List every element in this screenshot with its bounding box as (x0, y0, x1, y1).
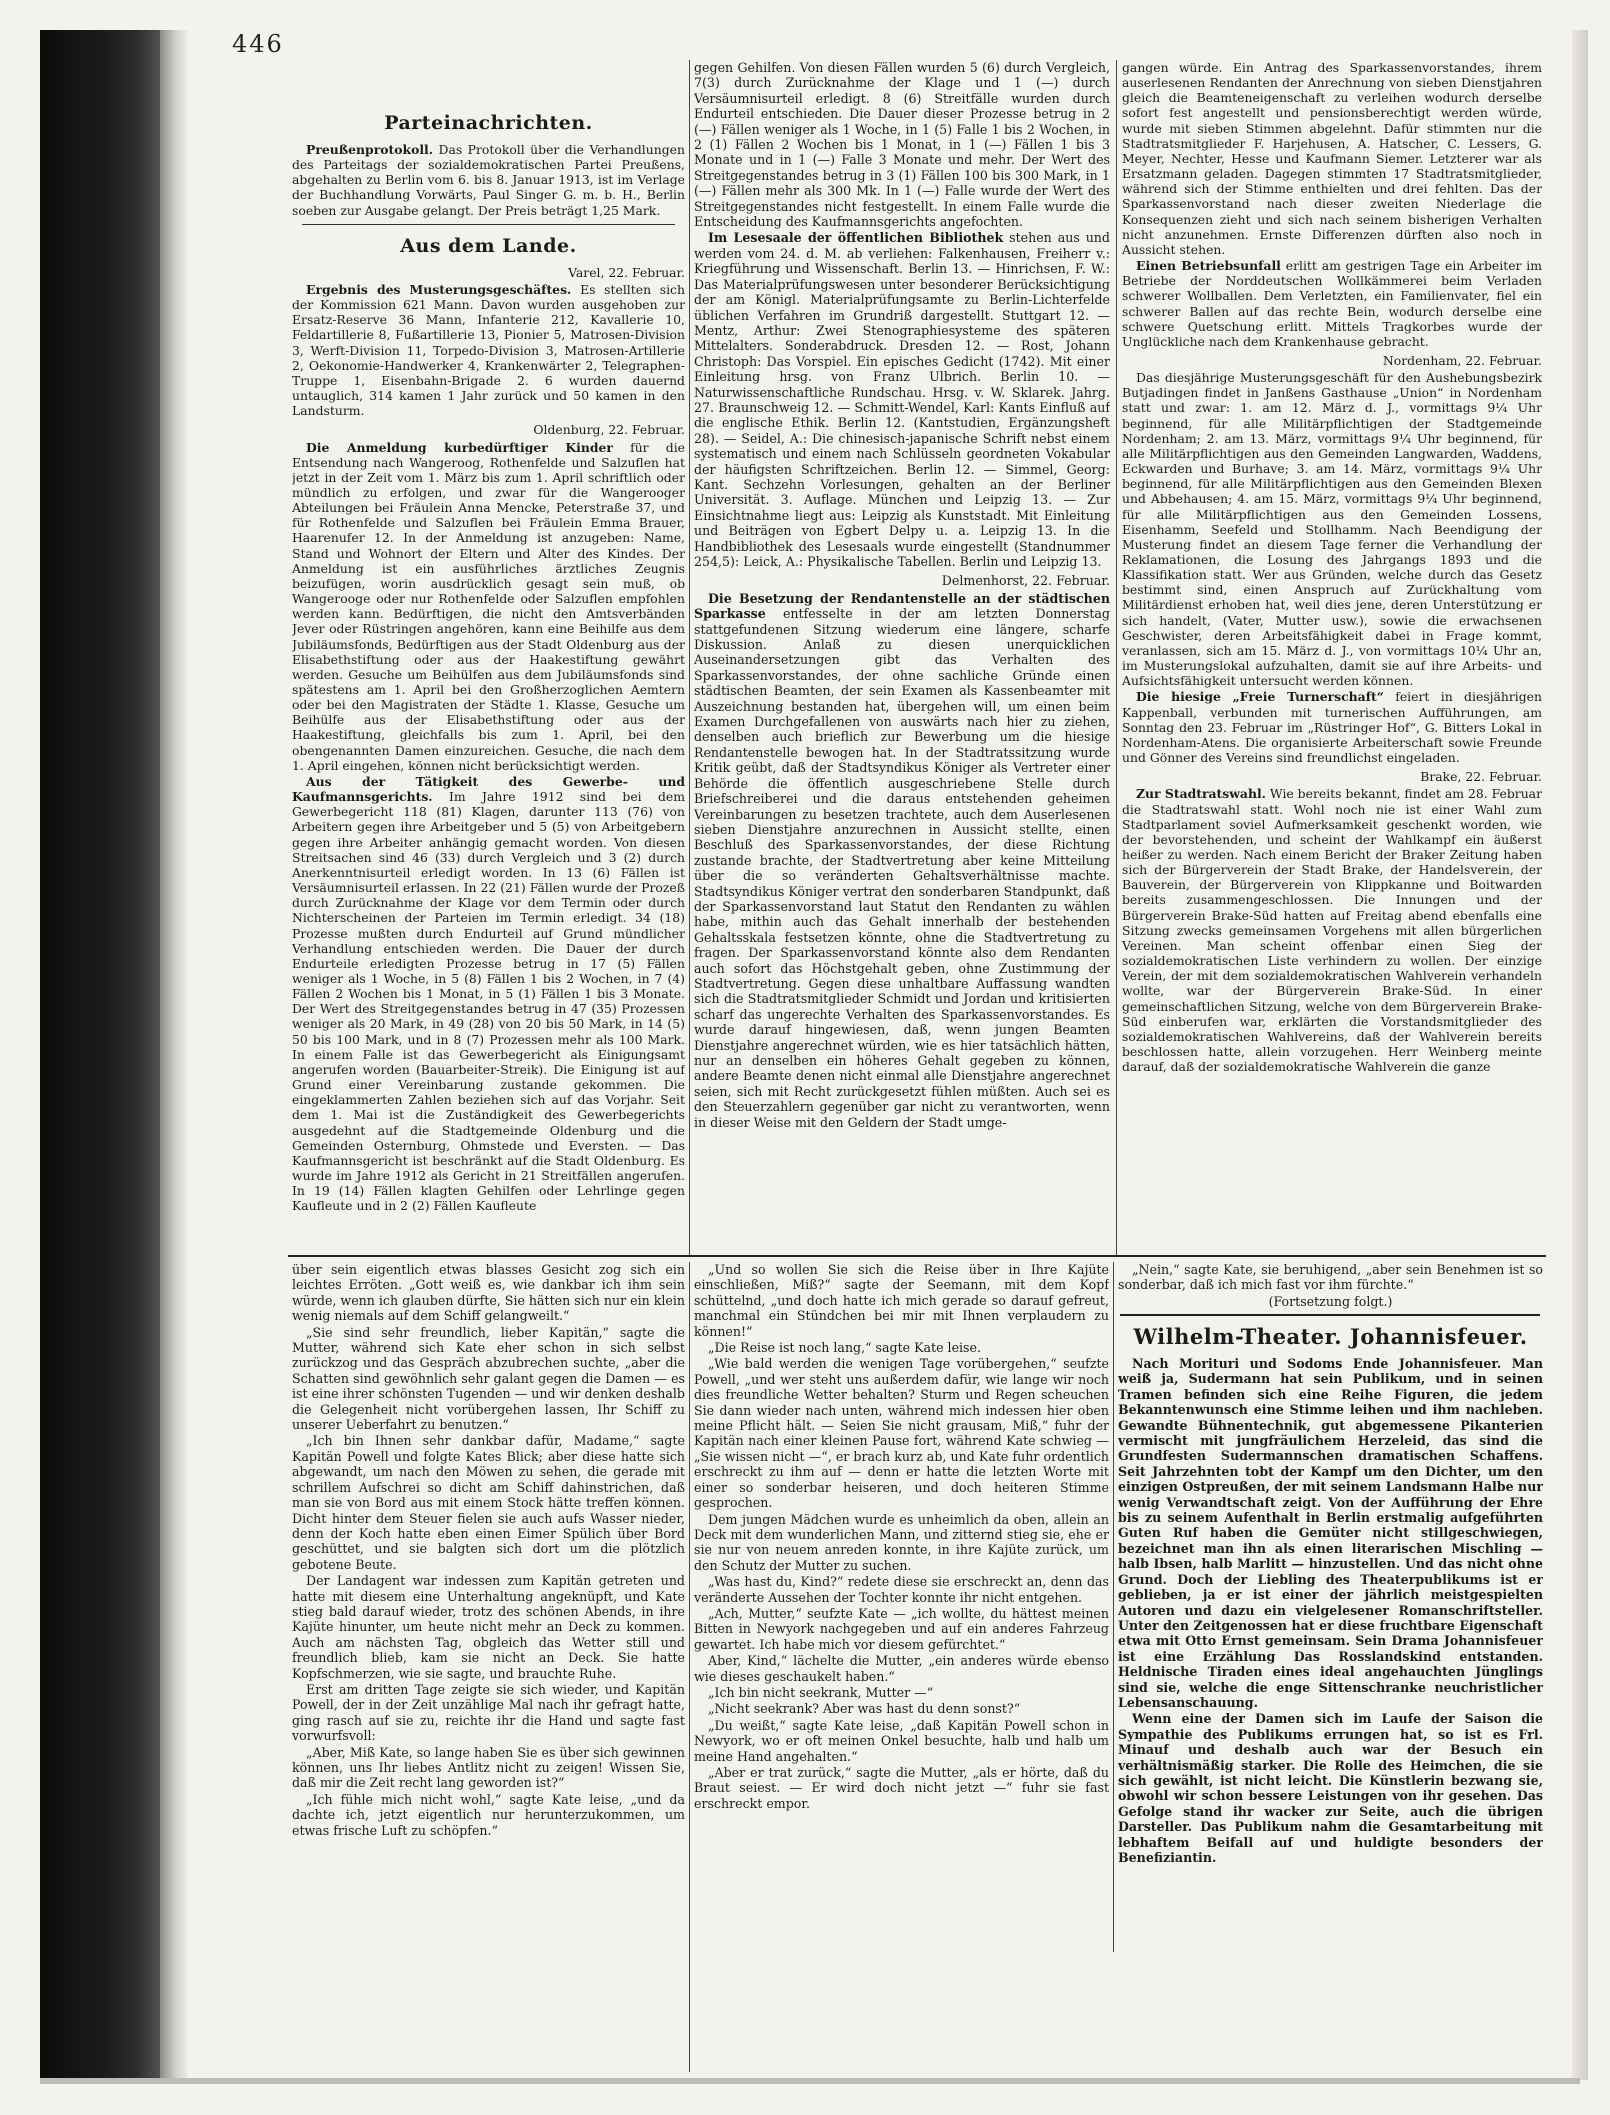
column-2 (694, 60, 1110, 1255)
column-rule (1116, 60, 1117, 1255)
column-rule (1113, 1262, 1114, 1952)
article-text: Das Protokoll über die Verhandlungen des Parteitags der sozialdemokratischen Partei Preußens, abgehalten zu Berlin vom 6. bis 8. Januar 1913, ist im Verlage der Buchhandlung Vorwärts, Paul Singer G. m. b. H., Berlin soeben zur Ausgabe gelangt. Der Preis beträgt 1,25 Mark. (292, 142, 685, 218)
story-paragraph: „Und so wollen Sie sich die Reise über in Ihre Kajüte einschließen, Miß?“ sagte der Seemann, mit dem Kopf schüttelnd, „und doch hatte ich mich gerade so darauf gefreut, manchmal ein Stündchen bei mir mit Ihnen verplaudern zu können!“ (694, 1262, 1109, 1339)
article-prussia-protocol (292, 142, 685, 218)
article-text: Wie bereits bekannt, findet am 28. Februar die Stadtratswahl statt. Wohl noch nie ist einer Wahl zum Stadtparlament soviel Aufmerksamkeit geschenkt worden, wie der bevorstehenden, und scheint der Wahlkampf ein äußerst heißer zu werden. Nach einem Bericht der Braker Zeitung haben sich der Bürgerverein der Stadt Brake, der Handelsverein, der Bauverein, der Bürgerverein von Klippkanne und Boitwarden bereits zusammengeschlossen. Die Innungen und der Bürgerverein Brake-Süd hatten auf Freitag abend ebenfalls eine Sitzung zwecks gemeinsamen Vorgehens mit allen bürgerlichen Vereinen. Man scheint offenbar einen Sieg der sozialdemokratischen Liste verhindern zu wollen. Der einzige Verein, der mit dem sozialdemokratischen Wahlverein verhandeln wollte, war der Bürgerverein Brake-Süd. In einer gemeinschaftlichen Sitzung, welche von dem Bürgerverein Brake-Süd einberufen war, erklärten die Vorstandsmitglieder des sozialdemokratischen Wahlvereins, daß der Wahlverein bereits beschlossen hatte, allein vorzugehen. Herr Weinberg meinte darauf, daß der sozialdemokratische Wahlverein die ganze (1122, 786, 1542, 1075)
story-paragraph: „Aber, Miß Kate, so lange haben Sie es über sich gewinnen können, uns Ihr liebes Antlitz nicht zu zeigen! Wissen Sie, daß mir die Zeit recht lang geworden ist?“ (292, 1744, 685, 1791)
section-heading-from-the-land: Aus dem Lande. (400, 234, 577, 257)
scan-page-gutter (160, 30, 188, 2080)
article-subhead: Die Besetzung der Rendantenstelle an der städtischen Sparkasse (694, 590, 1110, 622)
feuilleton-column-3 (1118, 1262, 1543, 1312)
story-paragraph: „Was hast du, Kind?“ redete diese sie erschreckt an, denn das veränderte Aussehen der Tochter konnte ihr nicht entgehen. (694, 1574, 1109, 1605)
article-trade-court-cont: gegen Gehilfen. Von diesen Fällen wurden 5 (6) durch Vergleich, 7(3) durch Zurücknahme der Klage und 1 (—) durch Versäumnisurteil erledigt. 8 (6) Streitfälle wurden durch Endurteil entschieden. Die Dauer dieser Prozesse betrug in 2 (—) Fällen weniger als 1 Woche, in 1 (5) Falle 1 bis 2 Wochen, in 2 (1) Fällen 2 Wochen bis 1 Monat, in 1 (—) Fällen 1 bis 3 Monate und in 1 (—) Falle 3 Monate und mehr. Der Wert des Streitgegenstandes betrug in 3 (1) Fällen 100 bis 300 Mark, in 1 (—) Fällen mehr als 300 Mk. In 1 (—) Falle wurde der Wert des Streitgegenstandes nicht festgestellt. In einem Falle wurde die Entscheidung des Kaufmannsgerichts angefochten. (694, 60, 1110, 230)
story-paragraph: „Du weißt,“ sagte Kate leise, „daß Kapitän Powell schon in Newyork, wo er oft meinen Onkel besuchte, halb und halb um meine Hand angehalten.“ (694, 1717, 1109, 1764)
article-library (694, 230, 1110, 569)
review-paragraph: Wenn eine der Damen sich im Laufe der Saison die Sympathie des Publikums errungen hat, so ist es Frl. Minauf und deshalb auch war der Besuch ein verhältnismäßig starker. Die Rolle des Heimchen, die sie sich gewählt, ist nicht leicht. Die Künstlerin bezwang sie, obwohl wir schon bessere Leistungen von ihr gesehen. Das Gefolge stand ihr wacker zur Seite, auch die übrigen Darsteller. Das Publikum nahm die Gesamtarbeitung mit lebhaftem Beifall auf und huldigte besonders der Benefiziantin. (1118, 1711, 1543, 1865)
article-nordenham-muster: Das diesjährige Musterungsgeschäft für den Aushebungsbezirk Butjadingen findet in Janßens Gasthause „Union“ in Nordenham statt und zwar: 1. am 12. März d. J., vormittags 9¼ Uhr beginnend, für alle Militärpflichtigen der Stadtgemeinde Nordenham; 2. am 13. März, vormittags 9¼ Uhr beginnend, für alle Militärpflichtigen aus den Gemeinden Langwarden, Waddens, Eckwarden und Burhave; 3. am 14. März, vormittags 9¼ Uhr beginnend, für alle Militärpflichtigen aus den Gemeinden Blexen und Abbehausen; 4. am 15. März, vormittags 9¼ Uhr beginnend, für alle Militärpflichtigen aus den Gemeinden Lossens, Eisenhamm, Seefeld und Stollhamm. Nach Beendigung der Musterung findet an diesem Tage ferner die Verhandlung der Reklamationen, die Losung des Jahrgangs 1893 und die Klassifikation statt. Wer aus Gründen, welche durch das Gesetz bestimmt sind, einen Anspruch auf Zurückhaltung vom Militärdienst erhoben hat, weil dies jene, deren Unterstützung er sich handelt, (Vater, Mutter usw.), sowie die erwachsenen Geschwister, deren Arbeitsfähigkeit dabei in Frage kommt, veranlassen, sich am 15. März d. J., von vormittags 10¼ Uhr an, im Musterungslokal aufzuhalten, damit sie auf ihre Arbeits- und Aufsichtsfähigkeit untersucht werden können. (1122, 370, 1542, 689)
column-3 (1122, 60, 1542, 1080)
story-paragraph: „Ich fühle mich nicht wohl,“ sagte Kate leise, „und da dachte ich, jetzt eigentlich nur herunterzukommen, um etwas frische Luft zu schöpfen.“ (292, 1791, 685, 1838)
story-paragraph: „Nicht seekrank? Aber was hast du denn sonst?“ (708, 1701, 1021, 1717)
article-subhead: Zur Stadtratswahl. (1136, 786, 1266, 802)
scan-right-edge (1572, 30, 1588, 2080)
theater-heading: Wilhelm-Theater. Johannisfeuer. (1133, 1324, 1528, 1349)
story-paragraph: „Sie sind sehr freundlich, lieber Kapitän,“ sagte die Mutter, während sich Kate eher schon in sich selbst zurückzog und das Gespräch abzubrechen suchte, „aber die Schatten sind gewöhnlich sehr galant gegen die Damen — es ist eine ihrer schönsten Tugenden — und wir denken deshalb die Gelegenheit nicht vorübergehen lassen, Ihr Schiff zu unserer Ueberfahrt zu benutzen.“ (292, 1324, 685, 1433)
article-muster-results (292, 282, 685, 418)
dateline-nordenham: Nordenham, 22. Februar. (1382, 352, 1542, 368)
dateline-brake: Brake, 22. Februar. (1420, 769, 1542, 785)
story-paragraph: über sein eigentlich etwas blasses Gesicht zog sich ein leichtes Erröten. „Gott weiß es, wie dankbar ich ihm sein würde, wenn ich glauben dürfte, Sie hätten sich nur ein klein wenig niemals auf dem Schiff gelangweilt.“ (292, 1262, 685, 1324)
story-paragraph: „Aber er trat zurück,“ sagte die Mutter, „als er hörte, daß du Braut seiest. — Er wird doch nicht jetzt —“ fuhr sie fast erschreckt empor. (694, 1765, 1109, 1811)
article-work-accident (1122, 258, 1542, 349)
article-text: stehen aus und werden vom 24. d. M. ab verliehen: Falkenhausen, Freiherr v.: Kriegführung und Wissenschaft. Berlin 13. — Hinrichsen, F. W.: Das Materialprüfungswesen unter besonderer Berücksichtigung der am Königl. Materialprüfungsamte zu Berlin-Lichterfelde üblichen Verfahren im Grundriß dargestellt. Stuttgart 12. — Mentz, Arthur: Zwei Stenographiesysteme des späteren Mittelalters. Sonderabdruck. Dresden 12. — Rost, Johann Christoph: Das Vorspiel. Ein episches Gedicht (1742). Mit einer Einleitung hrsg. von Franz Ulbrich. Berlin 10. — Naturwissenschaftliche Rundschau. Hrsg. v. W. Sklarek. Jahrg. 27. Braunschweig 12. — Schmitt-Wendel, Karl: Kants Einfluß auf die englische Ethik. Berlin 12. (Kantstudien, Ergänzungsheft 28). — Seidel, A.: Die chinesisch-japanische Schrift nebst einem systematisch und einem nach Schlüsseln geordneten Vokabular der häufigsten Schriftzeichen. Berlin 12. — Simmel, Georg: Kant. Sechzehn Vorlesungen, gehalten an der Berliner Universität. 3. Auflage. München und Leipzig 13. — Zur Einsichtnahme liegt aus: Leipzig als Kunststadt. Mit Einleitung und Beiträgen von Egbert Delpy u. a. Leipzig 13. In die Handbibliothek des Lesesaals wurde eingestellt (Standnummer 254,5): Leick, A.: Physikalische Tabellen. Berlin und Leipzig 13. (694, 230, 1110, 569)
dateline-delmenhorst: Delmenhorst, 22. Februar. (941, 573, 1110, 589)
story-paragraph: „Ich bin nicht seekrank, Mutter —“ (708, 1684, 934, 1700)
column-rule (689, 1262, 690, 2072)
article-text: Im Jahre 1912 sind bei dem Gewerbegericht 118 (81) Klagen, darunter 113 (76) von Arbeitern gegen ihre Arbeitgeber und 5 (5) von Arbeitgebern gegen ihre Arbeiter anhängig gemacht worden. Von diesen Streitsachen sind 46 (33) durch Vergleich und 3 (2) durch Anerkenntnisurteil erledigt worden. In 13 (6) Fällen ist Versäumnisurteil erlassen. In 22 (21) Fällen wurde der Prozeß durch Zurücknahme der Klage vor dem Termin oder durch Nichterscheinen der Parteien im Termin erledigt. 34 (18) Prozesse mußten durch Endurteil auf Grund mündlicher Verhandlung entschieden werden. Die Dauer der durch Endurteile erledigten Prozesse betrug in 17 (5) Fällen weniger als 1 Woche, in 5 (8) Fällen 1 bis 2 Wochen, in 7 (4) Fällen 2 Wochen bis 1 Monat, in 5 (1) Fällen 1 bis 3 Monate. Der Wert des Streitgegenstandes betrug in 47 (35) Prozessen weniger als 20 Mark, in 49 (28) von 20 bis 50 Mark, in 14 (5) 50 bis 100 Mark, und in 8 (7) Prozessen mehr als 100 Mark. In einem Falle ist das Gewerbegericht als Einigungsamt angerufen worden (Bauarbeiter-Streik). Die Einigung ist auf Grund einer Vereinbarung zustande gekommen. Die eingeklammerten Zahlen beziehen sich auf das Vorjahr. Seit dem 1. Mai ist die Zuständigkeit des Gewerbegerichts ausgedehnt auf die Stadtgemeinde Oldenburg und die Gemeinden Osternburg, Ohmstede und Eversten. — Das Kaufmannsgericht ist beschränkt auf die Stadt Oldenburg. Es wurde im Jahre 1912 als Gericht in 21 Streitfällen angerufen. In 19 (14) Fällen klagten Gehilfen oder Lehrlinge gegen Kaufleute und in 2 (2) Fällen Kaufleute (292, 789, 685, 1214)
story-paragraph: Dem jungen Mädchen wurde es unheimlich da oben, allein an Deck mit dem wunderlichen Mann, und zitternd stieg sie, ehe er sie nur von neuem anreden konnte, in ihre Kajüte zurück, um den Schutz der Mutter zu suchen. (694, 1511, 1109, 1573)
section-divider (1120, 1314, 1540, 1316)
story-paragraph: „Ich bin Ihnen sehr dankbar dafür, Madame,“ sagte Kapitän Powell und folgte Kates Blick; aber diese hatte sich abgewandt, um nach den Möwen zu sehen, die gerade mit schrillem Aufschrei so dicht am Schiff dahinstrichen, daß man sie von Bord aus mit einem Stock hätte treffen können. Dicht hinter dem Steuer fielen sie auch aufs Wasser nieder, denn der Koch hatte eben einen Eimer Spülich über Bord geschüttet, und sie balgten sich dort um die plötzlich gebotene Beute. (292, 1433, 685, 1572)
feuilleton-separator (288, 1255, 1546, 1257)
scan-bottom-edge (40, 2078, 1580, 2084)
article-subhead: Ergebnis des Musterungsgeschäftes. (306, 281, 572, 297)
article-savings-bank (694, 591, 1110, 1130)
story-paragraph: „Nein,“ sagte Kate, sie beruhigend, „aber sein Benehmen ist so sonderbar, daß ich mich fast vor ihm fürchte.“ (1118, 1262, 1543, 1293)
article-text: erlitt am gestrigen Tage ein Arbeiter im Betriebe der Norddeutschen Wollkämmerei beim Verladen schwerer Wollballen. Dem Verletzten, ein Familienvater, fiel ein schwerer Ballen auf das rechte Bein, wodurch derselbe eine schwere Quetschung erlitt. Mittels Tragkorbes wurde der Unglückliche nach dem Krankenhause gebracht. (1122, 258, 1542, 349)
story-paragraph: Aber, Kind,“ lächelte die Mutter, „ein anderes würde ebenso wie dieses geschaukelt haben.“ (694, 1653, 1109, 1684)
review-paragraph: Nach Morituri und Sodoms Ende Johannisfeuer. Man weiß ja, Sudermann hat sein Publikum, und in seinen Tramen befinden sich eine Reihe Figuren, die jedem Bekanntenwunsch eine Stimme leihen und ihm nachleben. Gewandte Bühnentechnik, gut abgemessene Pikanterien vermischt mit jungfräulichem Herzeleid, das sind die Grundfesten Sudermannschen dramatischen Schaffens. Seit Jahrzehnten tobt der Kampf um den Dichter, um den einzigen Ostpreußen, der mit seinem Landsmann Halbe nur wenig Verwandtschaft zeigt. Von der Aufführung der Ehre bis zu seinem Aufenthalt in Berlin erstmalig aufgeführten Guten Ruf haben die Gemüter nicht stillgeschwiegen, bezeichnet man ihn als einen literarischen Mischling — halb Ibsen, halb Marlitt — hinzustellen. Und das nicht ohne Grund. Doch der Liebling des Theaterpublikums ist er geblieben, ja er ist einer der jährlich meistgespielten Autoren und dazu ein vielgelesener Romanschriftsteller. Unter den Zeitgenossen hat er diese fruchtbare Eigenschaft etwa mit Otto Ernst gemeinsam. Sein Drama Johannisfeuer ist eine Erzählung Das Rosslandskind entstanden. Heldnische Tiraden eines ideal angehauchten Jünglings sind sie, welche die enge Sittenschranke neuchristlicher Lebensanschauung. (1118, 1356, 1543, 1710)
feuilleton-column-2 (694, 1262, 1109, 1952)
article-text: Es stellten sich der Kommission 621 Mann. Davon wurden ausgehoben zur Ersatz-Reserve 36 Mann, Infanterie 212, Kavallerie 10, Feldartillerie 8, Fußartillerie 13, Pionier 5, Matrosen-Division 3, Werft-Division 11, Torpedo-Division 3, Matrosen-Artillerie 2, Oekonomie-Handwerker 4, Krankenwärter 2, Telegraphen-Truppe 1, Eisenbahn-Brigade 2. 6 wurden dauernd untauglich, 314 kamen 1 Jahr zurück und 50 kamen in den Landsturm. (292, 281, 685, 419)
column-1 (292, 106, 685, 1251)
section-heading-party-news: Parteinachrichten. (384, 112, 593, 134)
section-divider (302, 224, 675, 225)
story-paragraph: Erst am dritten Tage zeigte sie sich wieder, und Kapitän Powell, der in der Zeit unzählige Mal nach ihr gefragt hatte, ging rasch auf sie zu, reichte ihr die Hand und sagte fast vorwurfsvoll: (292, 1681, 685, 1744)
story-paragraph: Der Landagent war indessen zum Kapitän getreten und hatte mit diesem eine Unterhaltung angeknüpft, und Kate stieg bald darauf wieder, trotz des schönen Abends, in ihre Kajüte hinunter, um heute nicht mehr an Deck zu kommen. Auch am nächsten Tag, obgleich das Wetter still und freundlich blieb, kam sie nicht an Deck. Sie hatte Kopfschmerzen, wie sie sagte, und brauchte Ruhe. (292, 1573, 685, 1681)
story-paragraph: „Die Reise ist noch lang,“ sagte Kate leise. (708, 1340, 981, 1356)
scan-binding-edge (40, 30, 160, 2080)
article-text: für die Entsendung nach Wangeroog, Rothenfelde und Salzuflen hat jetzt in der Zeit vom 1. März bis zum 1. April schriftlich oder mündlich zu erfolgen, und zwar für die Wangerooger Abteilungen bei Fräulein Anna Mencke, Peterstraße 37, und für Rothenfelde und Salzuflen bei Fräulein Emma Brauer, Haarenufer 12. In der Anmeldung ist anzugeben: Name, Stand und Wohnort der Eltern und Alter des Kindes. Der Anmeldung ist ein ausführliches ärztliches Zeugnis beizufügen, worin ausdrücklich gesagt sein muß, ob Wangerooge oder nur Rothenfelde oder Salzuflen empfohlen werden kann. Bedürftigen, die nicht den Amtsverbänden Jever oder Rüstringen angehören, kann eine Beihilfe aus dem Jubiläumsfonds, Bedürftigen aus der Stadt Oldenburg aus der Elisabethstiftung oder aus der Haakestiftung gewährt werden. Gesuche um Beihülfen aus dem Jubiläumsfonds sind spätestens am 1. April bei den Großherzoglichen Aemtern oder bei den Magistraten der Städte 1. Klasse, Gesuche um Beihülfe aus der Elisabethstiftung oder aus der Haakestiftung, gleichfalls bis zum 1. April, bei den obengenannten Damen einzureichen. Gesuche, die nach dem 1. April eingehen, können nicht berücksichtigt werden. (292, 439, 685, 773)
article-savings-bank-cont: gangen würde. Ein Antrag des Sparkassenvorstandes, ihrem auserlesenen Rendanten der Anrechnung von sieben Dienstjahren gleich die Beamteneigenschaft zu verleihen wodurch derselbe sofort fest angestellt und pensionsberechtigt werden würde, wurde mit sieben Stimmen abgelehnt. Dafür stimmten nur die Stadtratsmitglieder F. Harjehusen, A. Hatscher, C. Lessers, G. Meyer, Nechter, Hesse und Kaufmann Siemer. Letzterer war als Ersatzmann geladen. Dagegen stimmten 17 Stadtratsmitglieder, während sich der Stimme enthielten und drei fehlten. Das der Sparkassenvorstand nach dieser zweiten Niederlage die Konsequenzen zieht und sich nach seinem bisherigen Verhalten nicht anzunehmen. Ernste Differenzen dürften also noch in Aussicht stehen. (1122, 60, 1542, 257)
article-gymnastics (1122, 689, 1542, 765)
article-subhead: Im Lesesaale der öffentlichen Bibliothek (708, 230, 1004, 246)
dateline-varel: Varel, 22. Februar. (568, 264, 685, 280)
page-number: 446 (232, 30, 284, 58)
dateline-oldenburg: Oldenburg, 22. Februar. (533, 422, 685, 438)
story-paragraph: „Wie bald werden die wenigen Tage vorübergehen,“ seufzte Powell, „und wer steht uns außerdem dafür, wie lange wir noch dies freundliche Wetter behalten? Sturm und Regen scheuchen Sie dann wieder nach unten, während mich indessen hier oben meine Pflicht hält. — Seien Sie nicht grausam, Miß,“ fuhr der Kapitän nach einer kleinen Pause fort, während Kate schwieg — „Sie wissen nicht —“, er brach kurz ab, und Kate fuhr ordentlich erschreckt zu ihm auf — denn er hatte die letzten Worte mit einer so sonderbar heiseren, und doch heiteren Stimme gesprochen. (694, 1356, 1109, 1511)
article-council-election (1122, 786, 1542, 1074)
feuilleton-column-1 (292, 1262, 685, 2072)
column-rule (689, 60, 690, 1255)
article-subhead: Aus der Tätigkeit des Gewerbe- und Kaufmannsgerichts. (292, 773, 685, 805)
article-text: feiert in diesjährigen Kappenball, verbunden mit turnerischen Aufführungen, am Sonntag den 23. Februar im „Rüstringer Hof“, G. Bitters Lokal in Nordenham-Atens. Die organisierte Arbeiterschaft sowie Freunde und Gönner des Vereins sind freundlichst eingeladen. (1122, 689, 1542, 766)
article-text: entfesselte in der am letzten Donnerstag stattgefundenen Sitzung wiederum eine längere, scharfe Diskussion. Anlaß zu diesen unerquicklichen Auseinandersetzungen gibt das Verhalten des Sparkassenvorstandes, der ohne sachliche Gründe einen städtischen Beamten, der sein Examen als Kassenbeamter mit Auszeichnung bestanden hat, übergehen will, um einen beim Examen Durchgefallenen von auswärts nach hier zu ziehen, denselben auch brieflich zur Bewerbung um die hiesige Rendantenstelle bewogen hat. In der Stadtratssitzung wurde Kritik geübt, daß der Stadtsyndikus Königer als Vertreter einer Behörde die öffentlich ausgeschriebene Stelle durch Briefschreiberei und die daraus entstehenden geheimen Vereinbarungen zu besetzen trachtete, auch dem Auserlesenen sieben Dienstjahre anzurechnen in Aussicht stellte, einen Beschluß des Sparkassenvorstandes, der diese Richtung zustande brachte, der Stadtvertretung aber keine Mitteilung über die so veränderten Gehaltsverhältnisse machte. Stadtsyndikus Königer vertrat den sonderbaren Standpunkt, daß der Sparkassenvorstand laut Statut den Rendanten zu wählen habe, mithin auch das Gehalt innerhalb der bestehenden Gehaltsskala festsetzen könnte, ohne die Stadtvertretung zu fragen. Der Sparkassenvorstand könnte also dem Rendanten auch sofort das Höchstgehalt geben, ohne Zustimmung der Stadtvertretung. Gegen diese unhaltbare Auffassung wandten sich die Stadtratsmitglieder Schmidt und Jordan und kritisierten scharf das ungerechte Verhalten des Sparkassenvorstandes. Es wurde darauf hingewiesen, daß, wenn jungen Beamten Dienstjahre angerechnet würden, wie es hier tatsächlich hätten, nur an denselben ein höheres Gehalt gegeben zu können, andere Beamte denen nicht einmal alle Dienstjahre angerechnet seien, sich mit Recht zurückgesetzt fühlen müßten. Auch sei es den Steuerzahlern gegenüber gar nicht zu verantworten, wenn in dieser Weise mit den Geldern der Stadt umge- (694, 606, 1110, 1130)
article-subhead: Einen Betriebsunfall (1136, 258, 1281, 274)
article-subhead: Die Anmeldung kurbedürftiger Kinder (306, 439, 613, 455)
article-subhead: Preußenprotokoll. (306, 142, 434, 157)
story-paragraph: „Ach, Mutter,“ seufzte Kate — „ich wollte, du hättest meinen Bitten in Newyork nachgegeben und auf ein anderes Fahrzeug gewartet. Ich habe mich vor diesem gefürchtet.“ (694, 1605, 1109, 1652)
article-subhead: Die hiesige „Freie Turnerschaft“ (1136, 689, 1384, 705)
article-trade-court (292, 774, 685, 1214)
to-be-continued: (Fortsetzung folgt.) (1268, 1293, 1393, 1309)
article-children-registration (292, 440, 685, 773)
theater-review (1118, 1320, 1543, 1970)
